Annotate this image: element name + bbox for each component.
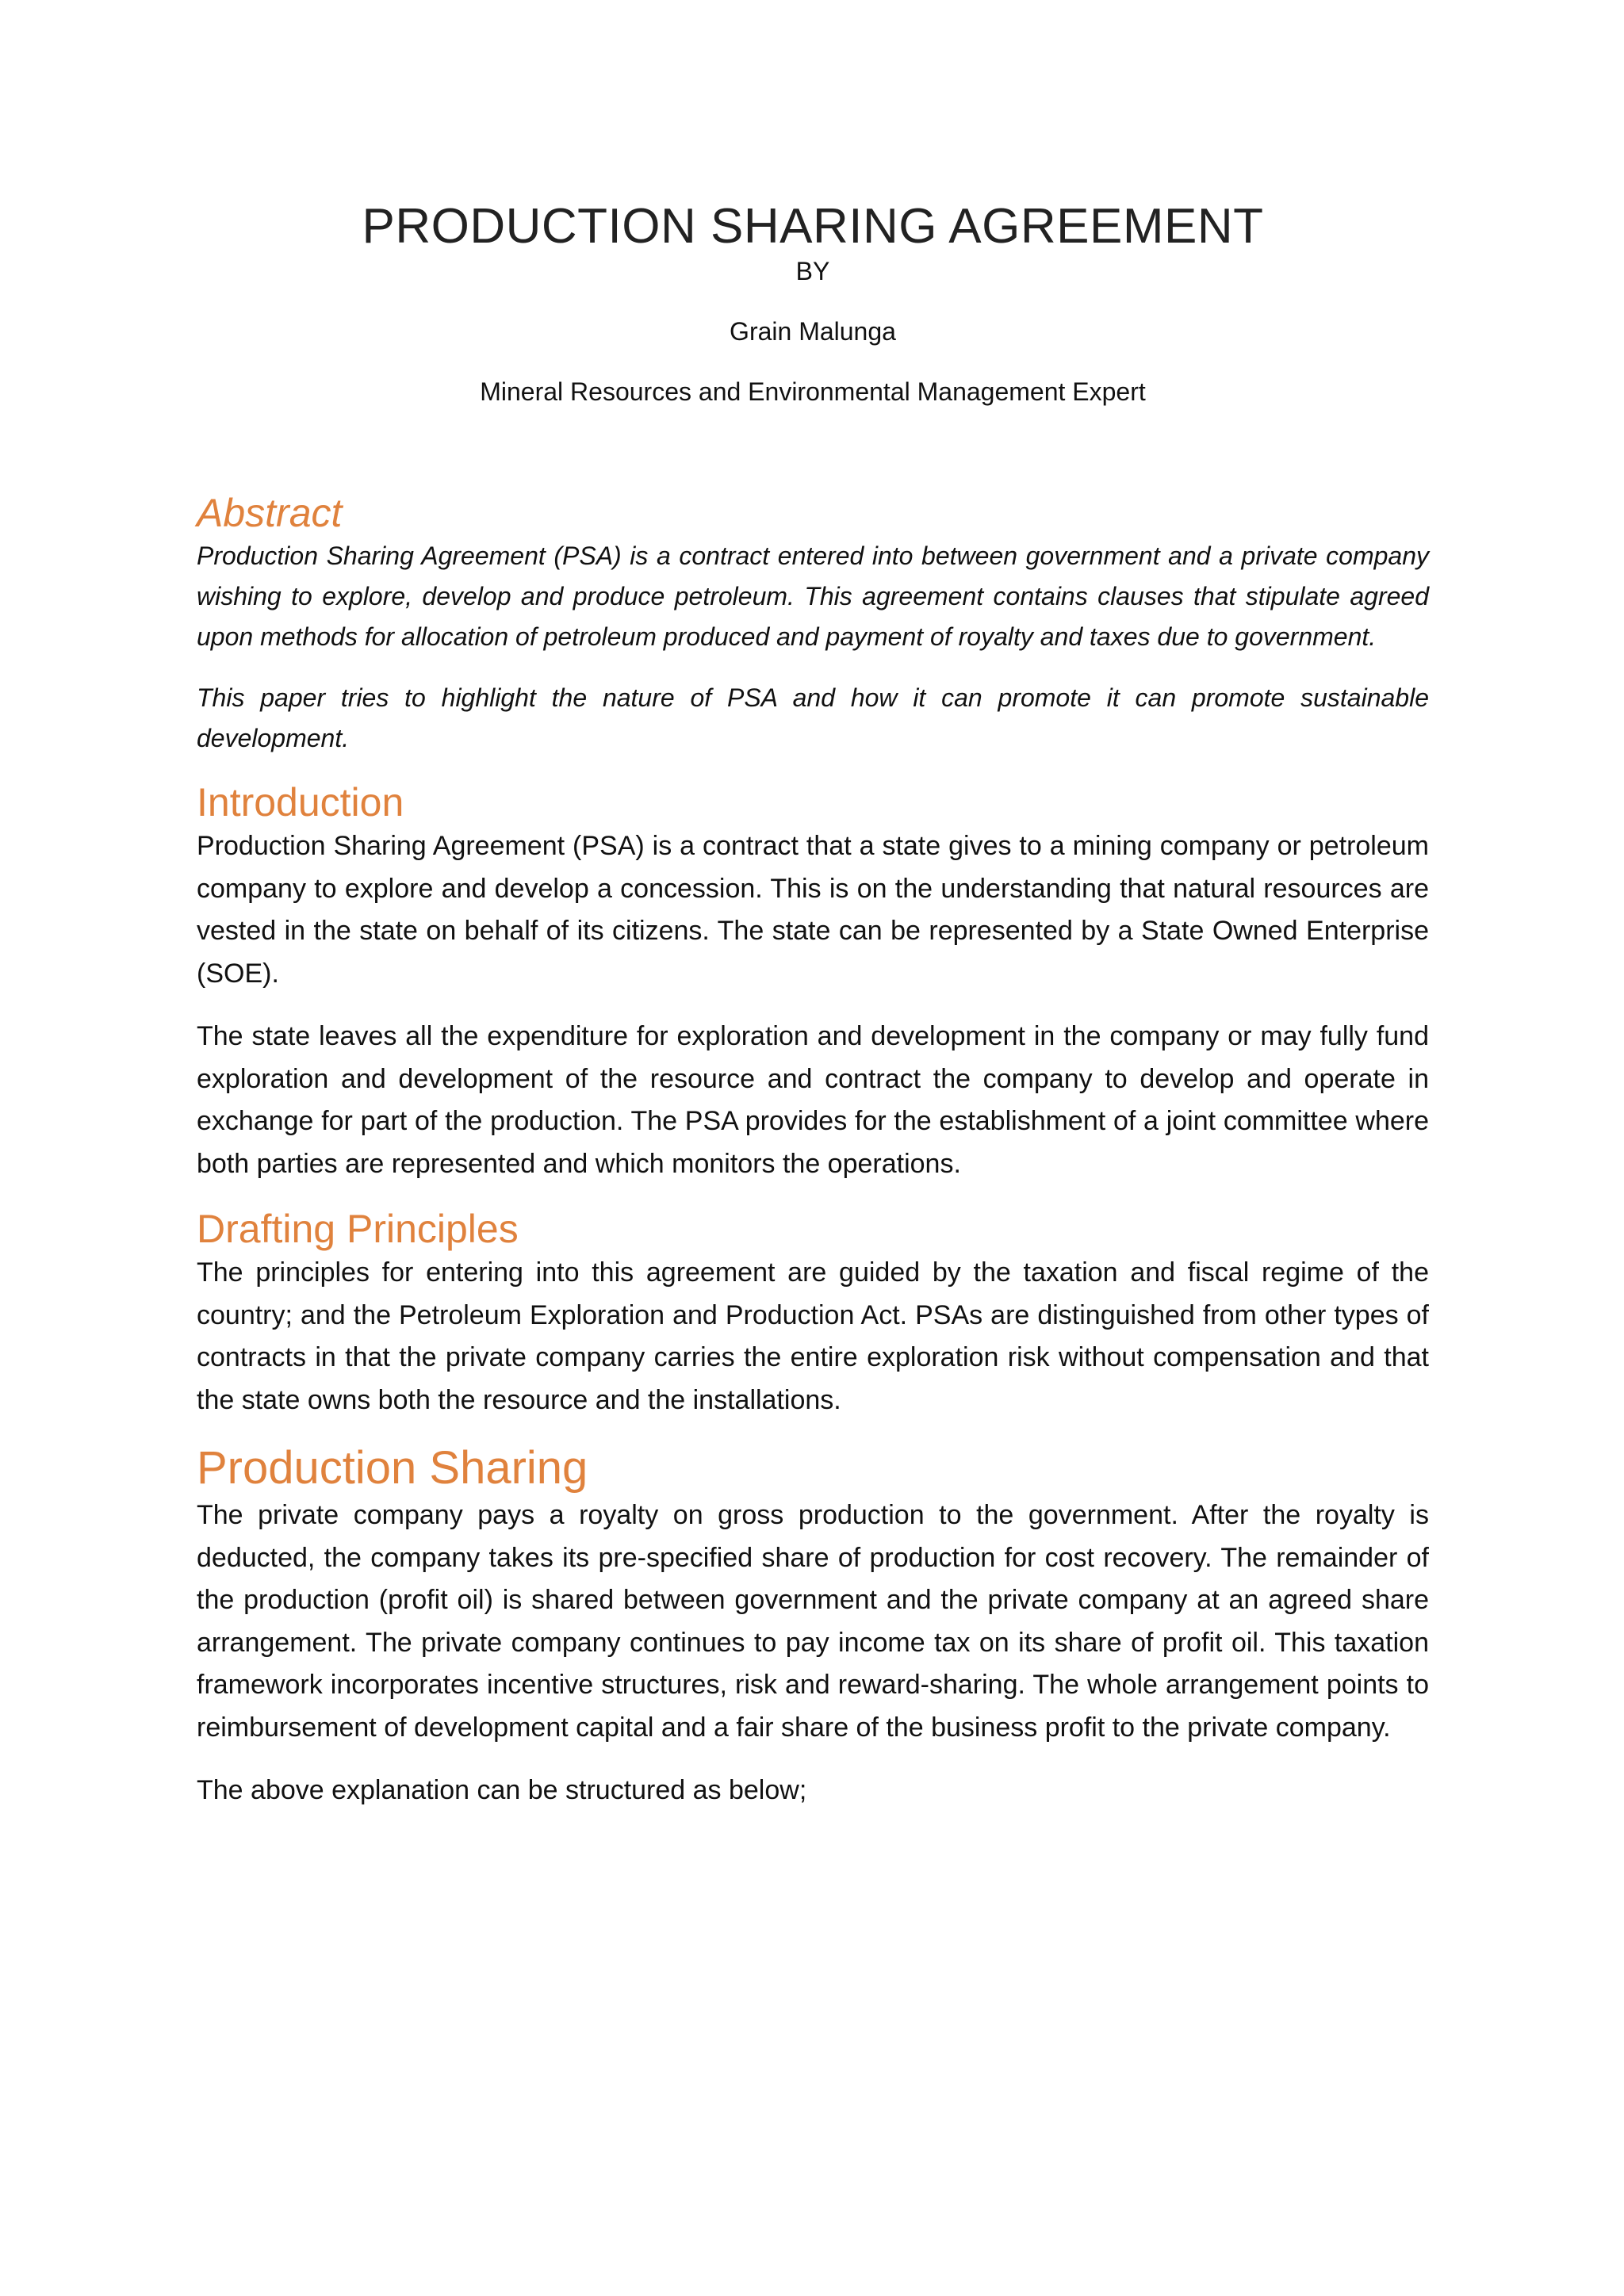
- introduction-section: [197, 779, 1429, 1185]
- abstract-paragraph-1: Production Sharing Agreement (PSA) is a contract entered into between government and a private company wishing to explore, develop and produce petroleum. This agreement contains clauses that stipulate agreed upon methods for allocation of petroleum produced and payment of royalty and taxes due to government.: [197, 541, 1429, 651]
- document-page: [197, 198, 1429, 1833]
- introduction-paragraph-1: Production Sharing Agreement (PSA) is a contract that a state gives to a mining company or petroleum company to explore and develop a concession. This is on the understanding that natural resources are vested in the state on behalf of its citizens. The state can be represented by a State Owned Enterprise (SOE).: [197, 831, 1429, 989]
- introduction-paragraph-2: The state leaves all the expenditure for exploration and development in the company or may fully fund exploration and development of the resource and contract the company to develop and operate in exchange for part of the production. The PSA provides for the establishment of a joint committee where both parties are represented and which monitors the operations.: [197, 1021, 1429, 1179]
- author-role: Mineral Resources and Environmental Management Expert: [480, 377, 1146, 406]
- production-sharing-section: [197, 1442, 1429, 1812]
- abstract-heading: Abstract: [197, 491, 343, 535]
- abstract-section: [197, 490, 1429, 759]
- production-sharing-paragraph-2: The above explanation can be structured as below;: [197, 1775, 807, 1805]
- drafting-principles-heading: Drafting Principles: [197, 1207, 519, 1251]
- by-label: BY: [795, 257, 830, 285]
- introduction-heading: Introduction: [197, 780, 404, 825]
- author-name: Grain Malunga: [730, 317, 896, 346]
- abstract-paragraph-2: This paper tries to highlight the nature of PSA and how it can promote it can promote sustainable development.: [197, 683, 1429, 752]
- drafting-principles-paragraph-1: The principles for entering into this agreement are guided by the taxation and fiscal regime of the country; and the Petroleum Exploration and Production Act. PSAs are distinguished from other types of contracts in that the private company carries the entire exploration risk without compensation and that the state owns both the resource and the installations.: [197, 1257, 1429, 1415]
- document-title: PRODUCTION SHARING AGREEMENT: [362, 199, 1264, 254]
- production-sharing-paragraph-1: The private company pays a royalty on gross production to the government. After the royalty is deducted, the company takes its pre-specified share of production for cost recovery. The remainder of the production (profit oil) is shared between government and the private company at an agreed share arrangement. The private company continues to pay income tax on its share of profit oil. This taxation framework incorporates incentive structures, risk and reward-sharing. The whole arrangement points to reimbursement of development capital and a fair share of the business profit to the private company.: [197, 1500, 1429, 1743]
- drafting-principles-section: [197, 1206, 1429, 1422]
- production-sharing-heading: Production Sharing: [197, 1442, 588, 1494]
